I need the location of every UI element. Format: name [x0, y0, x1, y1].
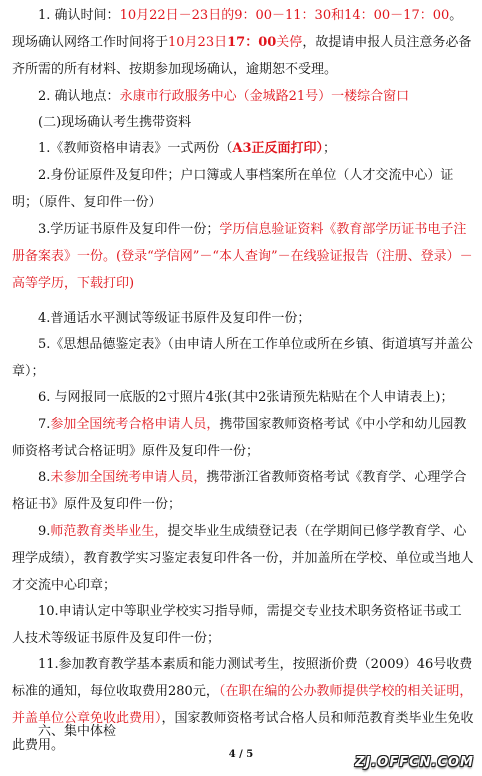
item-highlight: 学历信息验证资料《教育部学历证书电子注册备案表》一份。(登录“学信网”－“本人查询”－在线验证报告（注册、登录）－高等学历，下载打印) [12, 222, 473, 291]
confirm-time-paragraph [12, 2, 474, 83]
confirm-place-value: 永康市行政服务中心（金城路21号）一楼综合窗口 [119, 89, 410, 104]
watermark: ZJ.OFFCN.COM [355, 755, 474, 770]
item-highlight: 师范教育类毕业生， [50, 524, 168, 539]
list-item: 6. 与网报同一底版的2寸照片4张(其中2张请预先粘贴在个人申请表上)； [38, 390, 454, 405]
list-item: 10.申请认定中等职业学校实习指导师，需提交专业技术职务资格证书或工人技术等级证书原件及复印件一份； [12, 604, 462, 646]
item-text: ； [323, 141, 337, 156]
confirm-time-label: 确认时间： [54, 8, 120, 23]
item-text: ，国家教师资格考试合格人员和师范教育类毕业生免收此费用。 [12, 711, 474, 753]
list-item: 5.《思想品德鉴定表》（由申请人所在工作单位或所在乡镇、街道填写并盖公章）； [12, 337, 473, 379]
list-item [12, 135, 474, 162]
item-text: 携带国家教师资格考试《中小学和幼儿园教师资格考试合格证明》原件及复印件一份； [12, 417, 467, 459]
list-item [12, 216, 474, 297]
item-number: 1. [38, 8, 51, 23]
item-number: 9. [38, 524, 51, 539]
item-number: 8. [38, 470, 51, 485]
item-number: 2. [38, 89, 51, 104]
item-highlight: （在职在编的公办教师提供学校的相关证明，并盖单位公章免收此费用） [12, 684, 473, 726]
item-text: 1.《教师资格申请表》一式两份（ [38, 141, 233, 156]
section-heading: 六、集中体检 [38, 724, 117, 739]
list-item: 4.普通话水平测试等级证书原件及复印件一份； [38, 311, 311, 326]
item-highlight: 未参加全国统考申请人员， [50, 470, 207, 485]
item-text: 3.学历证书原件及复印件一份； [38, 222, 220, 237]
list-item [12, 411, 474, 465]
item-highlight: 参加全国统考合格申请人员， [50, 417, 220, 432]
list-item [12, 464, 474, 518]
section-heading: (二)现场确认考生携带资料 [38, 115, 192, 130]
list-item: 2.身份证原件及复印件；户口簿或人事档案所在单位（人才交流中心）证明；（原件、复印件一份） [12, 168, 454, 210]
item-text: 11.参加教育教学基本素质和能力测试考生，按照浙价费（2009）46号收费标准的通知，每位收取费用280元， [12, 657, 473, 699]
confirm-notice-text: ，故提请申报人员注意务必备齐所需的所有材料、按期参加现场确认，逾期恕不受理。 [12, 35, 472, 77]
confirm-place-label: 确认地点： [54, 89, 120, 104]
confirm-time-text: 。现场确认网络工作时间将于 [12, 8, 463, 50]
item-text: 携带浙江省教师资格考试《教育学、心理学合格证书》原件及复印件一份； [12, 470, 467, 512]
close-date: 10月23日 [168, 35, 228, 50]
item-number: 7. [38, 417, 51, 432]
close-time: 17：00 [227, 35, 277, 50]
confirm-time-value: 10月22日－23日的9：00－11：30和14：00－17：00 [119, 8, 450, 23]
item-highlight: A3正反面打印） [232, 141, 324, 156]
list-item [12, 518, 474, 599]
item-text: 提交毕业生成绩登记表（在学期间已修学教育学、心理学成绩），教育教学实习鉴定表复印件各一份，并加盖所在学校、单位或当地人才交流中心印章； [12, 524, 474, 593]
confirm-place-paragraph [12, 83, 474, 110]
page-number: 4 / 5 [228, 749, 254, 760]
close-word: 关停 [276, 35, 303, 50]
